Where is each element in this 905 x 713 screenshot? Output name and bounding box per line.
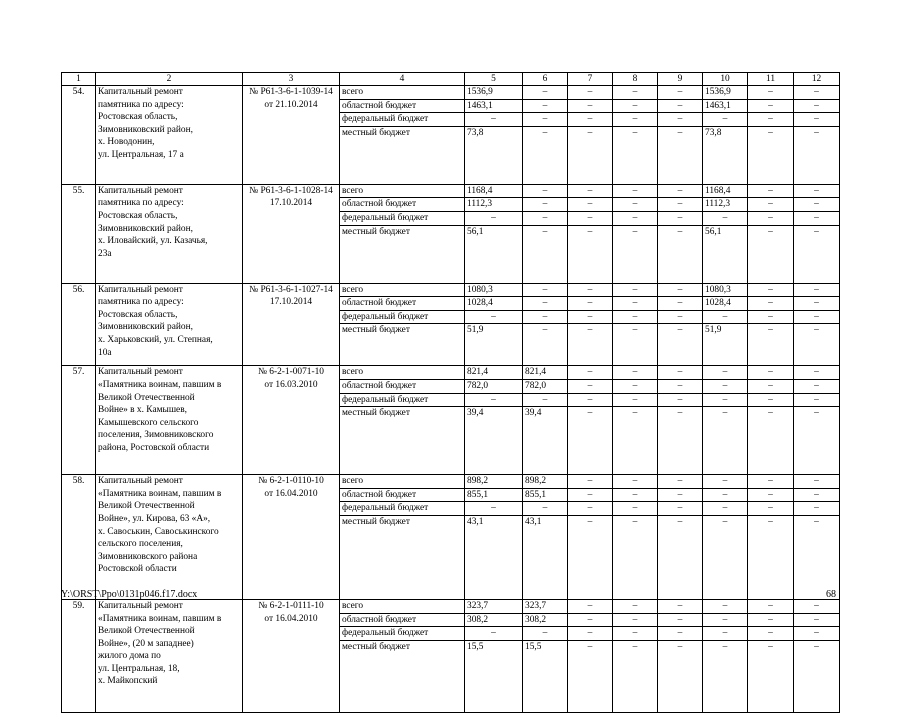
value-cell: – [613, 184, 658, 198]
value-cell: – [568, 640, 613, 712]
table-body [62, 73, 840, 713]
value-cell: – [794, 502, 840, 516]
value-cell: – [523, 86, 568, 100]
value-cell: – [794, 613, 840, 627]
value-cell: – [703, 366, 748, 380]
value-cell: 1028,4 [703, 297, 748, 311]
value-cell: – [523, 310, 568, 324]
page-number: 68 [826, 589, 836, 600]
funding-source-label: местный бюджет [340, 640, 465, 712]
value-cell: – [658, 225, 703, 283]
value-cell: – [703, 599, 748, 613]
value-cell: – [748, 225, 794, 283]
value-cell: – [748, 310, 794, 324]
document-reference: № 6-2-1-0110-10 от 16.04.2010 [243, 475, 340, 600]
funding-source-label: федеральный бюджет [340, 627, 465, 641]
funding-source-label: федеральный бюджет [340, 310, 465, 324]
value-cell: – [568, 475, 613, 489]
row-number: 56. [62, 283, 96, 366]
value-cell: 821,4 [465, 366, 523, 380]
value-cell: – [523, 113, 568, 127]
column-header: 11 [748, 73, 794, 86]
value-cell: – [465, 211, 523, 225]
funding-source-label: областной бюджет [340, 379, 465, 393]
value-cell: 43,1 [523, 515, 568, 599]
column-header: 5 [465, 73, 523, 86]
document-reference: № Р61-3-6-1-1027-14 17.10.2014 [243, 283, 340, 366]
object-description: Капитальный ремонт «Памятника воинам, павшим в Великой Отечественной Войне» в х. Камышев, Камышевского сельского поселения, Зимовниковского района, Ростовской области [96, 366, 243, 475]
funding-source-label: местный бюджет [340, 515, 465, 599]
value-cell: – [703, 393, 748, 407]
value-cell: – [465, 393, 523, 407]
value-cell: – [748, 613, 794, 627]
table-row [62, 366, 840, 380]
value-cell: 51,9 [703, 324, 748, 366]
value-cell: 43,1 [465, 515, 523, 599]
value-cell: – [794, 366, 840, 380]
value-cell: – [748, 488, 794, 502]
value-cell: – [568, 393, 613, 407]
funding-source-label: областной бюджет [340, 488, 465, 502]
value-cell: – [568, 297, 613, 311]
value-cell: – [568, 599, 613, 613]
value-cell: – [523, 126, 568, 184]
funding-source-label: всего [340, 86, 465, 100]
row-number: 54. [62, 86, 96, 185]
value-cell: – [748, 599, 794, 613]
table-row [62, 283, 840, 297]
funding-source-label: областной бюджет [340, 198, 465, 212]
value-cell: – [523, 184, 568, 198]
column-header: 9 [658, 73, 703, 86]
value-cell: 1463,1 [703, 99, 748, 113]
value-cell: – [523, 211, 568, 225]
value-cell: – [613, 599, 658, 613]
value-cell: 308,2 [465, 613, 523, 627]
value-cell: – [658, 86, 703, 100]
value-cell: – [658, 515, 703, 599]
document-reference: № 6-2-1-0111-10 от 16.04.2010 [243, 599, 340, 712]
value-cell: 1536,9 [703, 86, 748, 100]
value-cell: – [703, 640, 748, 712]
value-cell: 73,8 [703, 126, 748, 184]
object-description: Капитальный ремонт памятника по адресу: Ростовская область, Зимовниковский район, х. Новодонин, ул. Центральная, 17 а [96, 86, 243, 185]
funding-source-label: федеральный бюджет [340, 393, 465, 407]
value-cell: – [703, 488, 748, 502]
value-cell: 15,5 [523, 640, 568, 712]
value-cell: 1028,4 [465, 297, 523, 311]
value-cell: – [794, 99, 840, 113]
column-header: 10 [703, 73, 748, 86]
value-cell: 1080,3 [465, 283, 523, 297]
value-cell: – [523, 393, 568, 407]
value-cell: 1112,3 [703, 198, 748, 212]
value-cell: – [613, 324, 658, 366]
value-cell: 1168,4 [465, 184, 523, 198]
funding-source-label: местный бюджет [340, 225, 465, 283]
value-cell: – [613, 475, 658, 489]
value-cell: – [658, 113, 703, 127]
value-cell: – [748, 283, 794, 297]
value-cell: 898,2 [465, 475, 523, 489]
value-cell: – [568, 407, 613, 475]
object-description: Капитальный ремонт «Памятника воинам, павшим в Великой Отечественной Войне», (20 м западнее) жилого дома по ул. Центральная, 18, х. Майкопский [96, 599, 243, 712]
value-cell: – [523, 225, 568, 283]
value-cell: – [465, 113, 523, 127]
value-cell: – [794, 379, 840, 393]
value-cell: 855,1 [523, 488, 568, 502]
value-cell: – [613, 225, 658, 283]
value-cell: – [658, 393, 703, 407]
value-cell: – [748, 640, 794, 712]
value-cell: – [748, 86, 794, 100]
value-cell: 323,7 [465, 599, 523, 613]
column-header: 8 [613, 73, 658, 86]
value-cell: – [613, 613, 658, 627]
funding-source-label: местный бюджет [340, 407, 465, 475]
value-cell: – [568, 502, 613, 516]
value-cell: – [658, 366, 703, 380]
value-cell: – [794, 126, 840, 184]
value-cell: – [568, 324, 613, 366]
value-cell: – [794, 283, 840, 297]
value-cell: – [794, 488, 840, 502]
value-cell: – [703, 627, 748, 641]
value-cell: – [748, 184, 794, 198]
row-number: 58. [62, 475, 96, 600]
value-cell: 56,1 [703, 225, 748, 283]
value-cell: – [703, 515, 748, 599]
value-cell: – [703, 379, 748, 393]
funding-source-label: всего [340, 184, 465, 198]
funding-source-label: всего [340, 475, 465, 489]
value-cell: – [748, 99, 794, 113]
value-cell: – [748, 297, 794, 311]
document-path: Y:\ORST\Ppo\0131p046.f17.docx [61, 589, 198, 600]
value-cell: – [748, 211, 794, 225]
funding-source-label: федеральный бюджет [340, 113, 465, 127]
value-cell: – [613, 113, 658, 127]
funding-source-label: местный бюджет [340, 324, 465, 366]
value-cell: – [658, 283, 703, 297]
value-cell: 73,8 [465, 126, 523, 184]
column-header: 12 [794, 73, 840, 86]
value-cell: – [613, 99, 658, 113]
value-cell: – [613, 366, 658, 380]
value-cell: – [794, 515, 840, 599]
column-header: 6 [523, 73, 568, 86]
value-cell: – [748, 379, 794, 393]
value-cell: – [794, 640, 840, 712]
object-description: Капитальный ремонт памятника по адресу: Ростовская область, Зимовниковский район, х. Иловайский, ул. Казачья, 23а [96, 184, 243, 283]
funding-source-label: федеральный бюджет [340, 211, 465, 225]
value-cell: – [658, 324, 703, 366]
value-cell: – [523, 324, 568, 366]
value-cell: – [613, 283, 658, 297]
value-cell: – [658, 211, 703, 225]
value-cell: – [568, 613, 613, 627]
document-reference: № 6-2-1-0071-10 от 16.03.2010 [243, 366, 340, 475]
column-header: 3 [243, 73, 340, 86]
value-cell: – [613, 86, 658, 100]
value-cell: 855,1 [465, 488, 523, 502]
value-cell: – [568, 184, 613, 198]
value-cell: – [658, 379, 703, 393]
column-header: 4 [340, 73, 465, 86]
value-cell: – [748, 113, 794, 127]
value-cell: – [568, 515, 613, 599]
value-cell: – [613, 407, 658, 475]
value-cell: – [748, 475, 794, 489]
value-cell: – [703, 211, 748, 225]
value-cell: – [748, 502, 794, 516]
value-cell: – [794, 113, 840, 127]
value-cell: – [613, 627, 658, 641]
value-cell: – [658, 198, 703, 212]
value-cell: – [748, 366, 794, 380]
value-cell: 51,9 [465, 324, 523, 366]
value-cell: – [465, 502, 523, 516]
value-cell: – [568, 99, 613, 113]
value-cell: – [658, 126, 703, 184]
value-cell: 56,1 [465, 225, 523, 283]
funding-source-label: всего [340, 283, 465, 297]
table-row [62, 599, 840, 613]
value-cell: – [613, 393, 658, 407]
value-cell: – [568, 198, 613, 212]
value-cell: – [794, 627, 840, 641]
value-cell: – [613, 515, 658, 599]
value-cell: – [568, 225, 613, 283]
value-cell: – [568, 627, 613, 641]
value-cell: – [703, 613, 748, 627]
value-cell: – [748, 515, 794, 599]
value-cell: – [568, 488, 613, 502]
value-cell: – [613, 198, 658, 212]
value-cell: – [523, 283, 568, 297]
value-cell: – [658, 613, 703, 627]
value-cell: – [613, 502, 658, 516]
value-cell: – [523, 502, 568, 516]
value-cell: – [794, 324, 840, 366]
value-cell: – [568, 86, 613, 100]
value-cell: 1536,9 [465, 86, 523, 100]
value-cell: – [568, 126, 613, 184]
column-header: 7 [568, 73, 613, 86]
value-cell: – [703, 502, 748, 516]
header-row [62, 73, 840, 86]
value-cell: – [794, 198, 840, 212]
object-description: Капитальный ремонт «Памятника воинам, павшим в Великой Отечественной Войне», ул. Кирова, 63 «А», х. Савоськин, Савоськинского сельского поселения, Зимовниковского района Ростовской области [96, 475, 243, 600]
value-cell: – [658, 640, 703, 712]
funding-source-label: областной бюджет [340, 613, 465, 627]
funding-source-label: областной бюджет [340, 99, 465, 113]
value-cell: – [523, 198, 568, 212]
value-cell: 1112,3 [465, 198, 523, 212]
value-cell: – [613, 640, 658, 712]
row-number: 57. [62, 366, 96, 475]
funding-source-label: областной бюджет [340, 297, 465, 311]
value-cell: – [794, 297, 840, 311]
table-row [62, 86, 840, 100]
value-cell: – [658, 475, 703, 489]
value-cell: – [658, 627, 703, 641]
funding-source-label: федеральный бюджет [340, 502, 465, 516]
value-cell: – [523, 99, 568, 113]
value-cell: – [658, 310, 703, 324]
value-cell: – [658, 297, 703, 311]
column-header: 1 [62, 73, 96, 86]
value-cell: – [523, 297, 568, 311]
value-cell: – [465, 627, 523, 641]
value-cell: – [748, 393, 794, 407]
table-row [62, 475, 840, 489]
value-cell: – [748, 407, 794, 475]
value-cell: – [658, 99, 703, 113]
value-cell: – [794, 475, 840, 489]
value-cell: – [703, 407, 748, 475]
value-cell: 1168,4 [703, 184, 748, 198]
value-cell: – [568, 283, 613, 297]
value-cell: – [658, 488, 703, 502]
value-cell: – [794, 407, 840, 475]
value-cell: – [658, 184, 703, 198]
value-cell: 821,4 [523, 366, 568, 380]
value-cell: – [703, 475, 748, 489]
value-cell: 323,7 [523, 599, 568, 613]
document-reference: № Р61-3-6-1-1039-14 от 21.10.2014 [243, 86, 340, 185]
value-cell: – [794, 211, 840, 225]
value-cell: – [794, 86, 840, 100]
value-cell: – [613, 379, 658, 393]
value-cell: – [794, 310, 840, 324]
value-cell: – [748, 126, 794, 184]
value-cell: – [613, 126, 658, 184]
value-cell: – [568, 310, 613, 324]
value-cell: – [613, 310, 658, 324]
value-cell: 39,4 [465, 407, 523, 475]
value-cell: – [794, 599, 840, 613]
table-row [62, 184, 840, 198]
value-cell: – [794, 393, 840, 407]
value-cell: – [748, 627, 794, 641]
value-cell: – [748, 198, 794, 212]
value-cell: 15,5 [465, 640, 523, 712]
value-cell: – [568, 211, 613, 225]
value-cell: 308,2 [523, 613, 568, 627]
value-cell: – [613, 297, 658, 311]
value-cell: 1080,3 [703, 283, 748, 297]
funding-source-label: местный бюджет [340, 126, 465, 184]
value-cell: 39,4 [523, 407, 568, 475]
value-cell: – [794, 184, 840, 198]
column-header: 2 [96, 73, 243, 86]
value-cell: – [613, 211, 658, 225]
value-cell: – [658, 502, 703, 516]
value-cell: 898,2 [523, 475, 568, 489]
value-cell: – [748, 324, 794, 366]
value-cell: – [568, 379, 613, 393]
value-cell: – [568, 366, 613, 380]
value-cell: – [568, 113, 613, 127]
value-cell: – [703, 310, 748, 324]
value-cell: – [465, 310, 523, 324]
row-number: 59. [62, 599, 96, 712]
value-cell: – [703, 113, 748, 127]
value-cell: 782,0 [523, 379, 568, 393]
value-cell: 782,0 [465, 379, 523, 393]
value-cell: 1463,1 [465, 99, 523, 113]
funding-source-label: всего [340, 366, 465, 380]
value-cell: – [613, 488, 658, 502]
value-cell: – [523, 627, 568, 641]
row-number: 55. [62, 184, 96, 283]
object-description: Капитальный ремонт памятника по адресу: Ростовская область, Зимовниковский район, х. Харьковский, ул. Степная, 10а [96, 283, 243, 366]
value-cell: – [658, 599, 703, 613]
value-cell: – [794, 225, 840, 283]
budget-table [61, 72, 840, 713]
funding-source-label: всего [340, 599, 465, 613]
document-reference: № Р61-3-6-1-1028-14 17.10.2014 [243, 184, 340, 283]
value-cell: – [658, 407, 703, 475]
